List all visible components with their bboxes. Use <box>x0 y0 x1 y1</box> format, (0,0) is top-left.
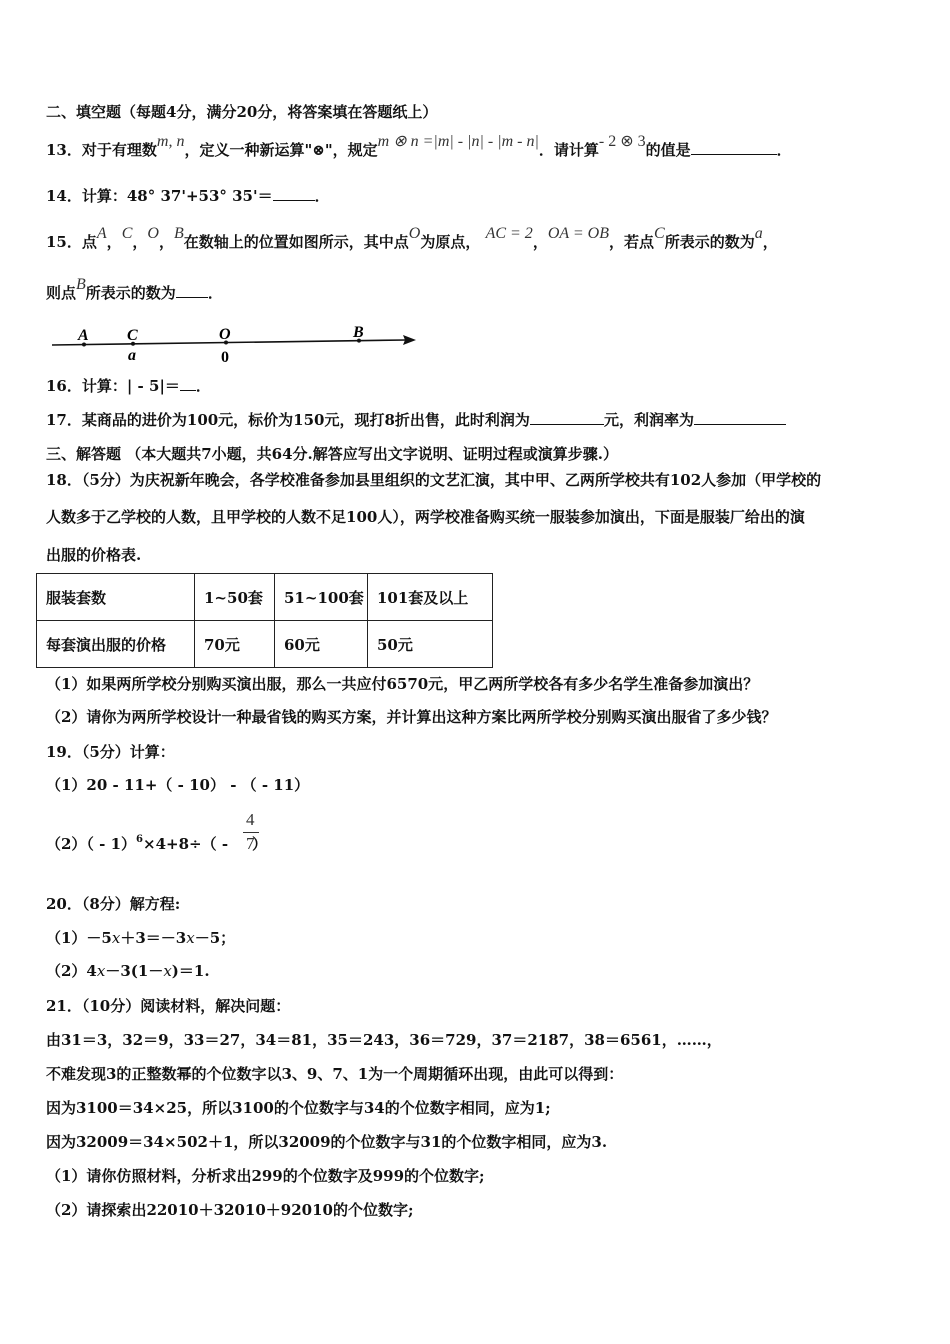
q15-answer-blank[interactable] <box>176 283 208 298</box>
q21-title: 21．（10分）阅读材料，解决问题： <box>46 997 291 1015</box>
q15-point-c: C <box>121 225 133 242</box>
q18-line-1: 18．（5分）为庆祝新年晚会，各学校准备参加县里组织的文艺汇演，其中甲、乙两所学校共有102人参加（甲学校的 <box>46 471 822 489</box>
label-a: A <box>78 327 89 344</box>
q14-end: ． <box>314 187 330 205</box>
label-below-c: a <box>128 347 136 364</box>
q18-line-2: 人数多于乙学校的人数，且甲学校的人数不足100人），两学校准备购买统一服装参加演出，下面是服装厂给出的演 <box>46 508 805 526</box>
q13-answer-blank[interactable] <box>691 140 777 155</box>
q13-text-3: ．请计算 <box>538 141 599 159</box>
table-cell: 70元 <box>195 621 275 668</box>
table-cell: 51~100套 <box>275 574 368 621</box>
q20-sub1-pre: （1）－5 <box>46 929 112 947</box>
q19-fraction-numerator: 4 <box>246 810 255 829</box>
question-13 <box>46 133 792 161</box>
q14-answer-blank[interactable] <box>273 186 315 201</box>
q16-number: 16． <box>46 377 82 395</box>
q15-comma: ， <box>158 233 174 251</box>
q17-text-mid: 元，利润率为 <box>603 411 694 429</box>
q17-profit-blank[interactable] <box>530 410 604 425</box>
q15-point-b: B <box>173 225 184 242</box>
question-14 <box>46 186 330 206</box>
q19-sub-2 <box>46 834 267 857</box>
question-17 <box>46 410 786 430</box>
q15-eq-1: AC = 2 <box>485 225 533 242</box>
label-o: O <box>219 326 231 343</box>
table-cell: 服装套数 <box>37 574 195 621</box>
q15-text-4: ，若点 <box>609 233 655 251</box>
table-cell: 60元 <box>275 621 368 668</box>
q21-line-3: 因为3100＝34×25，所以3100的个位数字与34的个位数字相同，应为1; <box>46 1099 551 1117</box>
q21-sub-2: （2）请探索出22010＋32010＋92010的个位数字; <box>46 1201 414 1219</box>
q15-line2-text-2: 所表示的数为 <box>85 284 176 302</box>
q20-sub-1 <box>46 928 235 948</box>
q19-sub2-end: ） <box>252 835 268 853</box>
q15-text-2: 在数轴上的位置如图所示，其中点 <box>183 233 409 251</box>
label-c: C <box>127 327 138 344</box>
q18-line-3: 出服的价格表. <box>46 546 142 564</box>
q15-line2-text-1: 则点 <box>46 284 77 302</box>
q21-line-4: 因为32009＝34×502＋1，所以32009的个位数字与31的个位数字相同，应为3. <box>46 1133 608 1151</box>
q15-point-b2: B <box>76 276 86 293</box>
q19-sub-1: （1）20 - 11+（ - 10） - （ - 11） <box>46 776 310 794</box>
table-cell: 每套演出服的价格 <box>37 621 195 668</box>
question-15 <box>46 225 778 253</box>
q20-sub2-end: )＝1. <box>171 962 210 980</box>
q13-text-1: 对于有理数 <box>81 141 157 159</box>
q21-sub-1: （1）请你仿照材料，分析求出299的个位数字及999的个位数字; <box>46 1167 485 1185</box>
question-15-line-2 <box>46 276 223 304</box>
q14-text: 计算：48° 37'+53° 35'＝ <box>81 187 273 205</box>
q20-var-x: x <box>111 929 121 947</box>
section-2-heading: 二、填空题（每题4分，满分20分，将答案填在答题纸上） <box>46 103 438 121</box>
label-b: B <box>353 324 364 341</box>
q16-end: ． <box>195 377 211 395</box>
q13-text-2: ，定义一种新运算"⊗"，规定 <box>184 141 378 159</box>
q20-sub1-mid: ＋3＝－3 <box>120 929 187 947</box>
table-cell: 1~50套 <box>195 574 275 621</box>
table-cell: 50元 <box>368 621 493 668</box>
q16-answer-blank[interactable] <box>180 376 196 391</box>
q19-sub2-exponent: 6 <box>136 834 144 845</box>
label-below-o: 0 <box>221 349 229 366</box>
q15-var-a: a <box>754 225 763 242</box>
q13-end: ． <box>776 141 792 159</box>
q13-number: 13． <box>46 141 82 159</box>
q19-fraction-bar <box>243 832 259 833</box>
q15-text-3: 为原点， <box>420 233 481 251</box>
table-row <box>37 621 493 668</box>
q18-sub-2: （2）请你为两所学校设计一种最省钱的购买方案，并计算出这种方案比两所学校分别购买演出服省了多少钱？ <box>46 708 777 726</box>
q14-number: 14． <box>46 187 82 205</box>
q17-number: 17． <box>46 411 82 429</box>
q15-comma: ， <box>106 233 122 251</box>
q20-sub2-mid: －3(1－ <box>105 962 164 980</box>
q18-sub-1: （1）如果两所学校分别购买演出服，那么一共应付6570元，甲乙两所学校各有多少名学生准备参加演出？ <box>46 675 759 693</box>
q13-vars: m, n <box>156 133 185 150</box>
q15-text-6: ， <box>762 233 778 251</box>
q15-line2-end: ． <box>207 284 223 302</box>
table-row <box>37 574 493 621</box>
q15-point-c2: C <box>654 225 665 242</box>
q13-rule: m ⊗ n =|m| - |n| - |m - n| <box>377 133 539 150</box>
q20-sub-2 <box>46 961 210 981</box>
section-3-heading: 三、解答题 （本大题共7小题，共64分.解答应写出文字说明、证明过程或演算步骤.） <box>46 445 618 463</box>
q20-var-x: x <box>163 962 172 980</box>
q13-expr: - 2 ⊗ 3 <box>598 133 646 150</box>
q19-sub2-pre: （2）（ - 1） <box>46 835 137 853</box>
q19-sub2-mid: ×4+8÷（ - <box>143 835 229 853</box>
q17-text: 某商品的进价为100元，标价为150元，现打8折出售，此时利润为 <box>81 411 530 429</box>
number-line-figure <box>48 322 428 366</box>
q15-point-o: O <box>147 225 159 242</box>
q15-text-5: 所表示的数为 <box>664 233 755 251</box>
q20-title: 20．（8分）解方程: <box>46 895 181 913</box>
q15-comma: ， <box>132 233 148 251</box>
q15-number: 15． <box>46 233 82 251</box>
q15-text-1: 点 <box>81 233 97 251</box>
q15-comma: ， <box>532 233 548 251</box>
q20-sub2-pre: （2）4 <box>46 962 97 980</box>
q17-rate-blank[interactable] <box>694 410 786 425</box>
table-cell: 101套及以上 <box>368 574 493 621</box>
question-16 <box>46 376 211 396</box>
q20-sub1-end: －5； <box>194 929 236 947</box>
q16-text: 计算：| - 5|＝ <box>81 377 180 395</box>
q19-fraction-denominator: 7 <box>246 834 255 853</box>
q20-var-x: x <box>186 929 195 947</box>
q15-point-o2: O <box>408 225 421 242</box>
price-table <box>36 573 493 668</box>
q13-text-4: 的值是 <box>645 141 691 159</box>
q19-title: 19．（5分）计算： <box>46 743 175 761</box>
q15-eq-2: OA = OB <box>547 225 609 242</box>
q21-line-1: 由31＝3，32＝9，33＝27，34＝81，35＝243，36＝729，37＝2187，38＝6561，……， <box>46 1031 722 1049</box>
q15-point-a: A <box>96 225 107 242</box>
q21-line-2: 不难发现3的正整数幂的个位数字以3、9、7、1为一个周期循环出现，由此可以得到： <box>46 1065 624 1083</box>
q20-var-x: x <box>96 962 106 980</box>
